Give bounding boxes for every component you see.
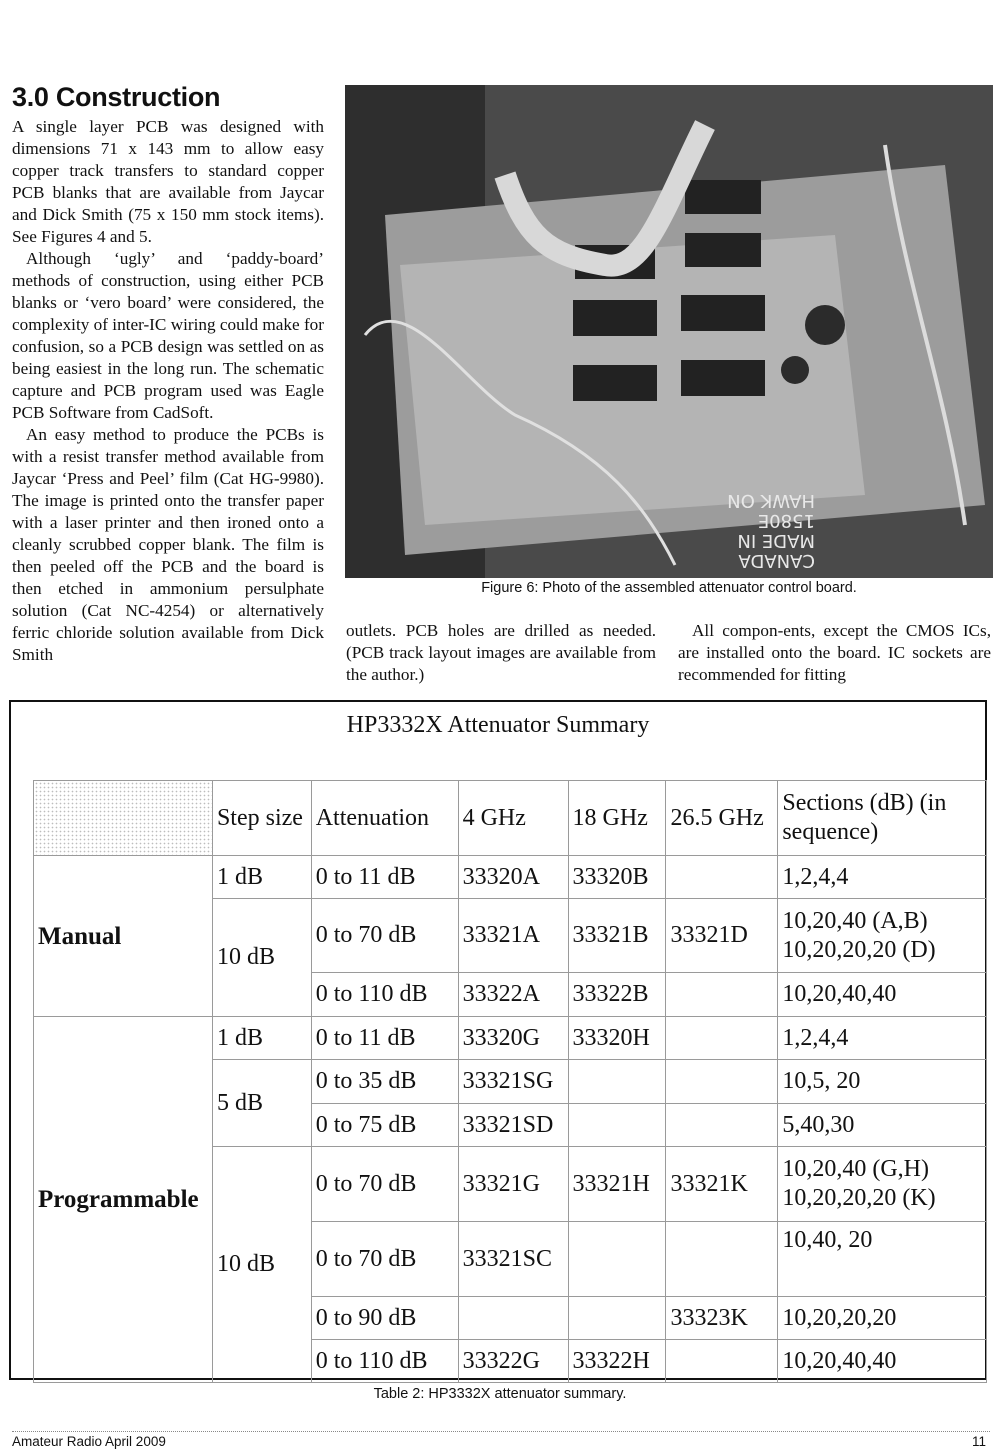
header-18ghz: 18 GHz	[568, 781, 666, 856]
photo-marking: CANADA	[738, 550, 815, 571]
model-cell	[568, 1104, 666, 1147]
model-cell	[568, 1222, 666, 1297]
att-cell: 0 to 70 dB	[311, 899, 458, 973]
paragraph: All compon-ents, except the CMOS ICs, are installed onto the board. IC sockets are recommended for fitting	[678, 621, 991, 684]
page-number: 11	[971, 1434, 986, 1449]
model-cell	[666, 1060, 778, 1104]
photo-marking: HAWK ON	[727, 490, 815, 511]
model-cell: 33321SD	[458, 1104, 568, 1147]
model-cell: 33321B	[568, 899, 666, 973]
header-sections: Sections (dB) (in sequence)	[778, 781, 987, 856]
sections-line: 10,20,40 (G,H)	[782, 1156, 929, 1182]
header-empty-cell	[34, 781, 213, 856]
model-cell: 33321D	[666, 899, 778, 973]
att-cell: 0 to 70 dB	[311, 1222, 458, 1297]
attenuator-table	[33, 780, 987, 1383]
header-step-size: Step size	[212, 781, 311, 856]
paragraph: A single layer PCB was designed with dimensions 71 x 143 mm to allow easy copper track transfers to standard copper PCB blanks that are available from Jaycar and Dick Smith (75 x 150 mm stock items). See Figures 4 and 5.	[12, 117, 324, 246]
sections-cell: 10,20,40,40	[778, 973, 987, 1017]
paragraph: An easy method to produce the PCBs is with a resist transfer method available from Jaycar ‘Press and Peel’ film (Cat HG-9980). The image is printed onto the transfer paper with a laser printer and then ironed onto a cleanly scrubbed copper blank. The film is then peeled off the PCB and the board is then etched in ammonium persulphate solution (Cat NC-4254) or alternatively ferric chloride solution available from Dick Smith	[12, 425, 324, 664]
sections-line: 10,20,20,20 (K)	[782, 1185, 936, 1211]
model-cell	[568, 1060, 666, 1104]
model-cell: 33321A	[458, 899, 568, 973]
model-cell	[666, 856, 778, 899]
sections-cell	[778, 899, 987, 973]
attenuator-summary-box	[9, 700, 987, 1380]
model-cell: 33321SG	[458, 1060, 568, 1104]
model-cell: 33322A	[458, 973, 568, 1017]
sections-line: 10,20,20,20 (D)	[782, 936, 936, 963]
sections-cell	[778, 1147, 987, 1222]
model-cell: 33320H	[568, 1017, 666, 1060]
model-cell: 33321SC	[458, 1222, 568, 1297]
text-column-3	[678, 620, 991, 686]
att-cell: 0 to 75 dB	[311, 1104, 458, 1147]
sections-cell: 1,2,4,4	[778, 856, 987, 899]
model-cell: 33320A	[458, 856, 568, 899]
model-cell: 33322B	[568, 973, 666, 1017]
table-header-row	[34, 781, 987, 856]
table-caption: Table 2: HP3332X attenuator summary.	[373, 1386, 627, 1402]
model-cell	[666, 973, 778, 1017]
header-4ghz: 4 GHz	[458, 781, 568, 856]
step-cell: 10 dB	[212, 1147, 311, 1383]
photo-marking: 1580E	[757, 510, 815, 531]
sections-cell: 10,20,20,20	[778, 1297, 987, 1340]
table-row	[34, 856, 987, 899]
model-cell: 33322G	[458, 1340, 568, 1383]
model-cell: 33321K	[666, 1147, 778, 1222]
att-cell: 0 to 90 dB	[311, 1297, 458, 1340]
model-cell	[666, 1340, 778, 1383]
group-label-programmable: Programmable	[34, 1017, 213, 1383]
header-26ghz: 26.5 GHz	[666, 781, 778, 856]
sections-line: 10,20,40 (A,B)	[782, 907, 928, 934]
footer-divider	[12, 1431, 990, 1432]
group-label-manual: Manual	[34, 856, 213, 1017]
att-cell: 0 to 11 dB	[311, 856, 458, 899]
step-cell: 10 dB	[212, 899, 311, 1017]
sections-cell: 10,40, 20	[778, 1222, 987, 1297]
section-heading: 3.0 Construction	[12, 82, 221, 112]
sections-cell: 10,5, 20	[778, 1060, 987, 1104]
model-cell: 33322H	[568, 1340, 666, 1383]
table-title: HP3332X Attenuator Summary	[346, 712, 650, 738]
sections-cell: 5,40,30	[778, 1104, 987, 1147]
sections-cell: 10,20,40,40	[778, 1340, 987, 1383]
model-cell: 33323K	[666, 1297, 778, 1340]
att-cell: 0 to 70 dB	[311, 1147, 458, 1222]
figure-6-photo	[345, 85, 993, 578]
step-cell: 1 dB	[212, 856, 311, 899]
model-cell: 33321H	[568, 1147, 666, 1222]
model-cell	[666, 1104, 778, 1147]
paragraph: outlets. PCB holes are drilled as needed. (PCB track layout images are available from the author.)	[346, 621, 656, 684]
att-cell: 0 to 110 dB	[311, 973, 458, 1017]
model-cell: 33321G	[458, 1147, 568, 1222]
step-cell: 5 dB	[212, 1060, 311, 1147]
text-column-2	[346, 620, 656, 686]
photo-marking: MADE IN	[737, 530, 815, 551]
att-cell: 0 to 35 dB	[311, 1060, 458, 1104]
paragraph: Although ‘ugly’ and ‘paddy-board’ methods of construction, using either PCB blanks or ‘vero board’ were considered, the complexity of inter-IC wiring could make for confusion, so a PCB design was settled on as being easiest in the long run. The schematic capture and PCB program used was Eagle PCB Software from CadSoft.	[12, 249, 324, 422]
model-cell: 33320B	[568, 856, 666, 899]
model-cell	[666, 1017, 778, 1060]
model-cell: 33320G	[458, 1017, 568, 1060]
sections-cell: 1,2,4,4	[778, 1017, 987, 1060]
model-cell	[458, 1297, 568, 1340]
text-column-1	[12, 116, 324, 666]
step-cell: 1 dB	[212, 1017, 311, 1060]
table-row	[34, 1017, 987, 1060]
att-cell: 0 to 110 dB	[311, 1340, 458, 1383]
att-cell: 0 to 11 dB	[311, 1017, 458, 1060]
header-attenuation: Attenuation	[311, 781, 458, 856]
figure-caption: Figure 6: Photo of the assembled attenuator control board.	[481, 580, 857, 596]
footer-publication: Amateur Radio April 2009	[12, 1434, 166, 1449]
pcb-photo-illustration	[345, 85, 993, 578]
model-cell	[666, 1222, 778, 1297]
model-cell	[568, 1297, 666, 1340]
